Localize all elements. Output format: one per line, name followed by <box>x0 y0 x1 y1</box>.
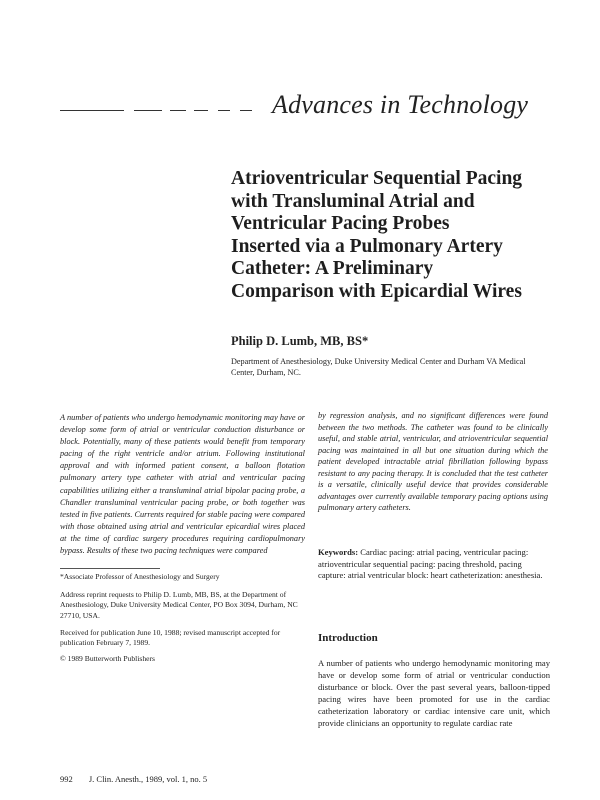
title-line: with Transluminal Atrial and <box>231 190 475 212</box>
footnote-copyright: © 1989 Butterworth Publishers <box>60 654 155 663</box>
page-number: 992 <box>60 774 73 784</box>
page-footer <box>60 774 207 784</box>
abstract-column-1: A number of patients who undergo hemodynamic monitoring may have or develop some form of atrial or ventricular conduction disturbance or block. Potentially, many of these patients would benefit from temporary pacing of the right ventricle and/or atrium. Following institutional approval and with informed patient consent, a balloon flotation pulmonary artery type catheter with atrial and ventricular pacing capabilities utilizing either a transluminal atrial bipolar pacing probe, a Chandler transluminal ventricular pacing probe, or both together was tested in five patients. Currents required for stable pacing were compared with those obtained using atrial and ventricular epicardial wires placed at the time of cardiac surgery procedures requiring cardiopulmonary bypass. Results of these two pacing techniques were compared <box>60 413 305 556</box>
author-affiliation: Department of Anesthesiology, Duke University Medical Center and Durham VA Medical Center, Durham, NC. <box>231 357 526 377</box>
keywords-label: Keywords: <box>318 547 359 557</box>
article-title <box>231 168 551 303</box>
keywords-text: Cardiac pacing: atrial pacing, ventricular pacing: atrioventricular sequential pacing: pacing threshold, pacing capture: atrial ventricular block: heart catheterization: anesthesia. <box>318 547 543 581</box>
header-rule-segment <box>170 110 186 111</box>
title-line: Comparison with Epicardial Wires <box>231 280 522 302</box>
header-rule-segment <box>60 110 124 111</box>
header-rule-segment <box>240 110 252 111</box>
title-line: Ventricular Pacing Probes <box>231 213 450 234</box>
section-label: Advances in Technology <box>272 90 529 119</box>
abstract-column-2: by regression analysis, and no significant differences were found between the two methods. The catheter was found to be clinically useful, and stable atrial, ventricular, and atrioventricular sequential pacing was maintained in all but one situation during which the patient developed intractable atrial fibrillation following bypass resistant to any pacing therapy. It is concluded that the test catheter is a versatile, clinically useful device that provides considerable advantages over currently available temporary pacing options using pulmonary artery catheters. <box>318 411 548 512</box>
footnote-received: Received for publication June 10, 1988; revised manuscript accepted for publication February 7, 1989. <box>60 628 281 648</box>
keywords <box>318 547 548 582</box>
footnote-rule <box>60 568 160 569</box>
title-line: Catheter: A Preliminary <box>231 258 434 279</box>
introduction-heading: Introduction <box>318 632 378 644</box>
introduction-text: A number of patients who undergo hemodynamic monitoring may have or develop some form of atrial or ventricular conduction disturbance or block. Over the past several years, balloon-tipped pacing wires have been promoted for use in the cardiac catheterization laboratory or cardiac intensive care unit, which provide clinicians an opportunity to regulate cardiac rate <box>318 658 550 729</box>
author-name: Philip D. Lumb, MB, BS* <box>231 334 369 348</box>
header-rule <box>60 110 260 111</box>
title-line: Atrioventricular Sequential Pacing <box>231 168 523 189</box>
footnote-reprints: Address reprint requests to Philip D. Lumb, MB, BS, at the Department of Anesthesiology, Duke University Medical Center, PO Box 3094, Durham, NC 27710, USA. <box>60 590 298 620</box>
footnote-position: *Associate Professor of Anesthesiology and Surgery <box>60 572 220 581</box>
header-rule-segment <box>218 110 230 111</box>
title-line: Inserted via a Pulmonary Artery <box>231 235 503 257</box>
header-rule-segment <box>134 110 162 111</box>
journal-citation: J. Clin. Anesth., 1989, vol. 1, no. 5 <box>88 774 208 784</box>
header-rule-segment <box>194 110 208 111</box>
